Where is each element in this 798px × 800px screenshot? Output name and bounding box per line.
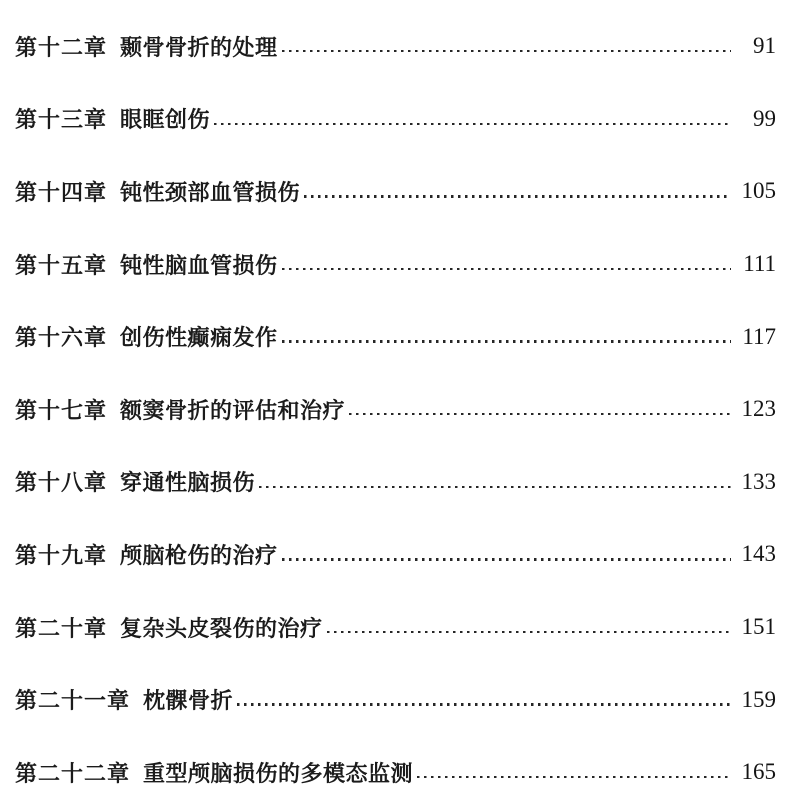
chapter-number-label: 第十二章 [15, 34, 108, 60]
chapter-number-label: 第十八章 [15, 470, 108, 496]
dot-leader [282, 558, 731, 560]
chapter-title: 额窦骨折的评估和治疗 [120, 397, 346, 423]
chapter-title: 钝性脑血管损伤 [120, 252, 278, 278]
page-number: 165 [741, 759, 776, 785]
chapter-number-label: 第十七章 [15, 397, 108, 423]
chapter-title: 重型颅脑损伤的多模态监测 [143, 760, 414, 786]
page-number: 117 [742, 323, 776, 349]
chapter-title: 眼眶创伤 [120, 107, 211, 133]
chapter-number-label: 第十三章 [15, 107, 108, 133]
toc-entry [15, 83, 776, 156]
toc-entry [15, 10, 776, 83]
dot-leader [259, 486, 731, 488]
toc-entry [15, 736, 776, 800]
chapter-title: 创伤性癫痫发作 [120, 325, 278, 351]
chapter-number-label: 第十五章 [15, 252, 108, 278]
page-number: 159 [741, 686, 776, 712]
dot-leader [349, 413, 731, 415]
toc-entry [15, 446, 776, 519]
page-number: 111 [743, 251, 776, 277]
chapter-title: 钝性颈部血管损伤 [120, 179, 301, 205]
chapter-title: 颞骨骨折的处理 [120, 34, 278, 60]
toc-entry [15, 155, 776, 228]
page-number: 99 [753, 105, 776, 131]
toc-entry [15, 518, 776, 591]
dot-leader [282, 50, 731, 52]
chapter-number-label: 第十六章 [15, 325, 108, 351]
page-number: 105 [741, 178, 776, 204]
toc-entry [15, 228, 776, 301]
dot-leader [417, 776, 731, 778]
toc-entry [15, 373, 776, 446]
chapter-number-label: 第二十一章 [15, 688, 131, 714]
page-number: 91 [753, 33, 776, 59]
page-number: 151 [741, 614, 776, 640]
dot-leader [327, 631, 731, 633]
chapter-number-label: 第二十二章 [15, 760, 131, 786]
chapter-title: 颅脑枪伤的治疗 [120, 542, 278, 568]
toc-entry [15, 663, 776, 736]
dot-leader [214, 123, 731, 125]
dot-leader [237, 703, 731, 705]
chapter-number-label: 第二十章 [15, 615, 108, 641]
page-number: 133 [741, 468, 776, 494]
dot-leader [304, 195, 731, 197]
toc-list [15, 10, 776, 800]
chapter-number-label: 第十九章 [15, 542, 108, 568]
chapter-title: 复杂头皮裂伤的治疗 [120, 615, 323, 641]
toc-entry [15, 591, 776, 664]
dot-leader [282, 340, 731, 342]
dot-leader [282, 268, 731, 270]
toc-entry [15, 300, 776, 373]
chapter-title: 穿通性脑损伤 [120, 470, 256, 496]
page-number: 123 [741, 396, 776, 422]
chapter-number-label: 第十四章 [15, 179, 108, 205]
page-number: 143 [741, 541, 776, 567]
chapter-title: 枕髁骨折 [143, 688, 234, 714]
